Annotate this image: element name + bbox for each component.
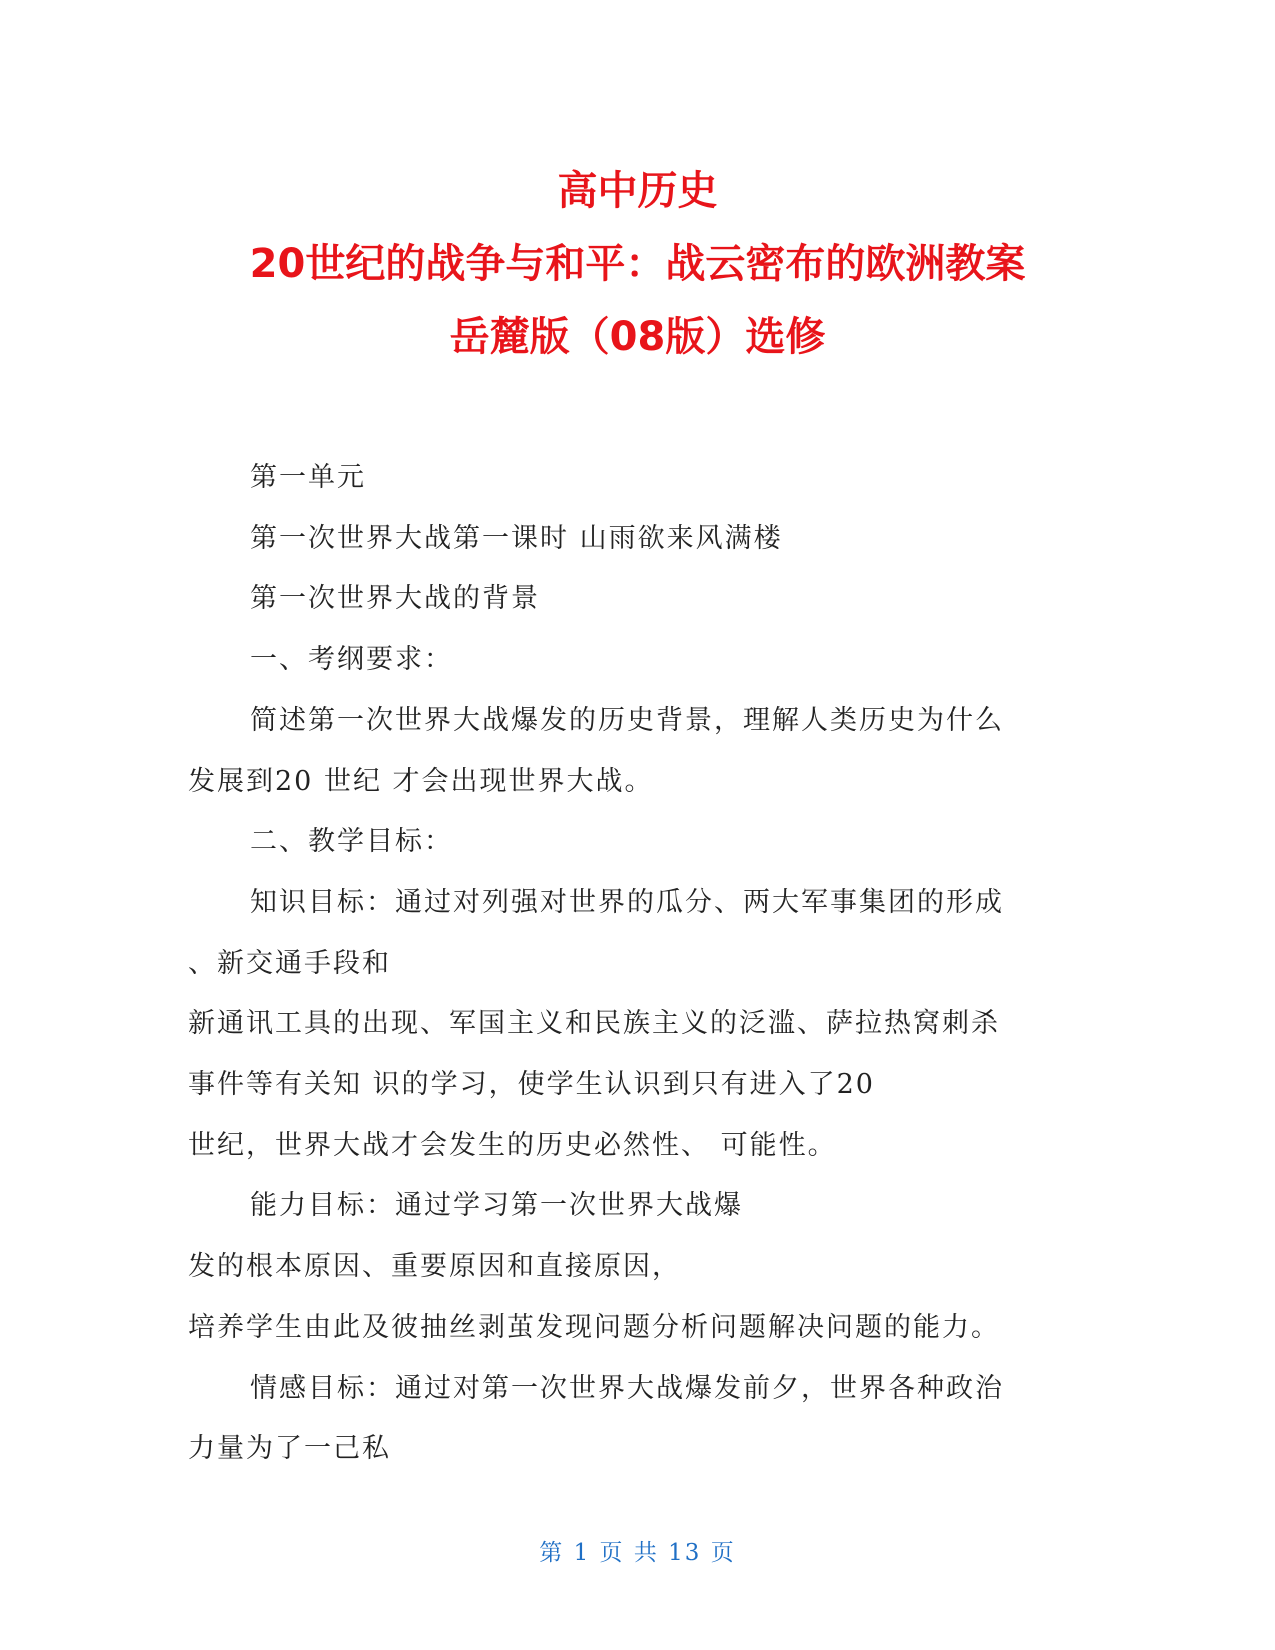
- unit-heading: 第一单元: [250, 462, 366, 493]
- title-line-1: 高中历史: [557, 168, 718, 214]
- body-paragraph-line: 情感目标：通过对第一次世界大战爆发前夕，世界各种政治: [250, 1372, 1004, 1404]
- body-paragraph-line: 新通讯工具的出现、军国主义和民族主义的泛滥、萨拉热窝刺杀: [188, 1008, 1000, 1040]
- body-paragraph-line: 世纪，世界大战才会发生的历史必然性、 可能性。: [188, 1129, 837, 1161]
- document-body: [188, 448, 1068, 1480]
- body-paragraph-line: 事件等有关知 识的学习，使学生认识到只有进入了20: [188, 1069, 875, 1101]
- body-paragraph-line: 培养学生由此及彼抽丝剥茧发现问题分析问题解决问题的能力。: [188, 1311, 1000, 1343]
- body-paragraph-line: 简述第一次世界大战爆发的历史背景，理解人类历史为什么: [250, 704, 1004, 736]
- section-heading: 第一次世界大战的背景: [250, 583, 540, 615]
- body-paragraph-line: 发展到20 世纪 才会出现世界大战。: [188, 765, 654, 797]
- page-number-footer: 第 1 页 共 13 页: [539, 1540, 736, 1566]
- body-paragraph-line: 能力目标：通过学习第一次世界大战爆: [250, 1190, 743, 1222]
- teaching-goals-heading: 二、教学目标：: [250, 826, 453, 858]
- exam-requirements-heading: 一、考纲要求：: [250, 644, 453, 676]
- body-paragraph-line: 知识目标：通过对列强对世界的瓜分、两大军事集团的形成: [250, 886, 1004, 918]
- body-paragraph-line: 发的根本原因、重要原因和直接原因，: [188, 1251, 681, 1283]
- body-paragraph-line: 、新交通手段和: [188, 947, 391, 979]
- title-line-3: 岳麓版（08版）选修: [449, 314, 826, 360]
- body-paragraph-line: 力量为了一己私: [188, 1433, 391, 1465]
- lesson-heading: 第一次世界大战第一课时 山雨欲来风满楼: [250, 522, 783, 554]
- title-line-2: 20世纪的战争与和平：战云密布的欧洲教案: [249, 241, 1026, 287]
- document-title: [0, 155, 1275, 374]
